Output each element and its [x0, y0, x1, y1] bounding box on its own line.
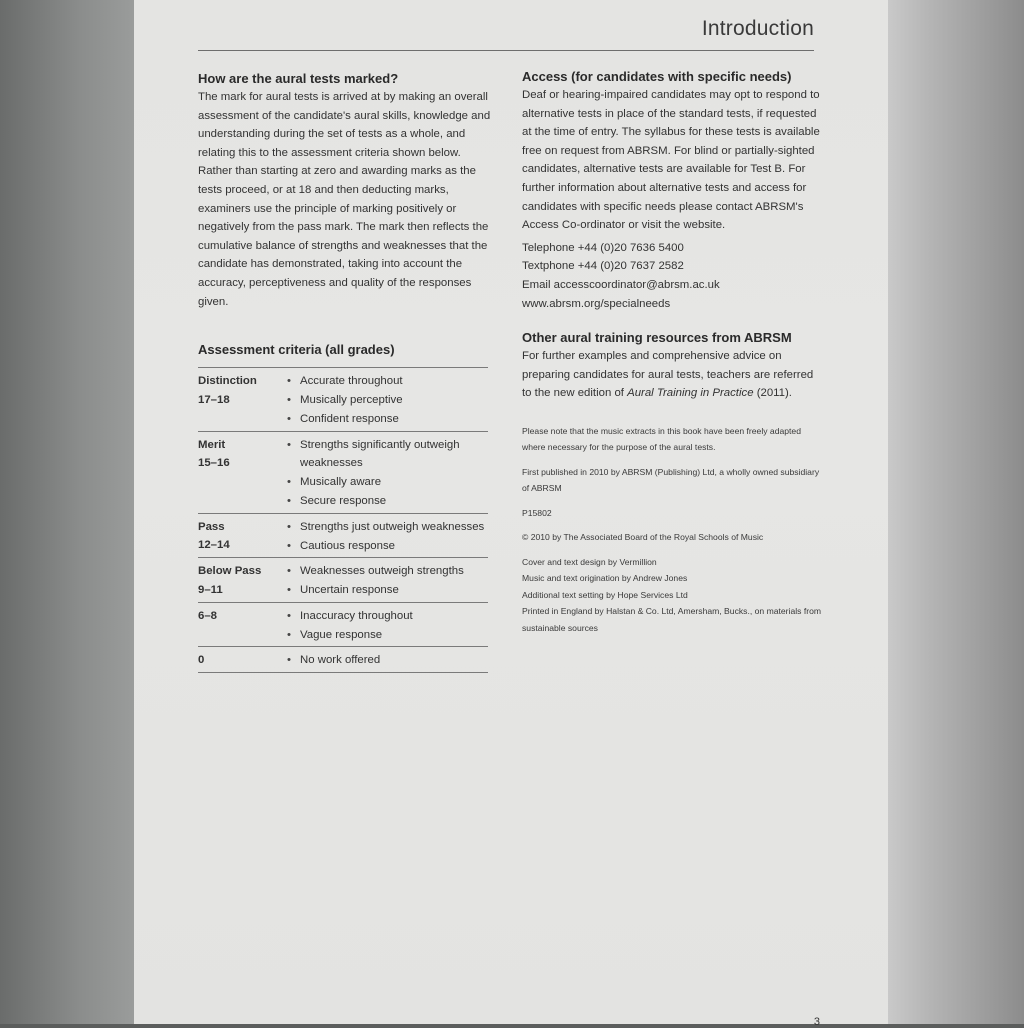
book-title: Aural Training in Practice: [627, 387, 754, 400]
criteria-grade: [198, 372, 284, 428]
criteria-item: • Vague response: [284, 626, 488, 645]
background-right: [888, 0, 1024, 1024]
criteria-row-distinction: [198, 368, 488, 431]
grade-range: 15–16: [198, 457, 230, 470]
criteria-item: • Uncertain response: [284, 581, 488, 600]
left-column: [198, 70, 494, 673]
header-rule: [198, 50, 814, 51]
credit-line: Additional text setting by Hope Services Ltd: [522, 589, 688, 600]
resources-text: For further examples and comprehensive advice on preparing candidates for aural tests, teachers are referred to the new edition of: [522, 350, 814, 400]
book-page: [134, 0, 888, 1028]
criteria-heading: Assessment criteria (all grades): [198, 342, 395, 358]
right-column: [522, 68, 822, 636]
email: Email accesscoordinator@abrsm.ac.uk: [522, 278, 720, 291]
criteria-table: [198, 367, 488, 673]
grade-range: 9–11: [198, 583, 223, 596]
criteria-items: [284, 518, 488, 556]
criteria-grade: [198, 518, 284, 556]
criteria-item: • Inaccuracy throughout: [284, 607, 488, 626]
website: www.abrsm.org/specialneeds: [522, 297, 671, 310]
grade-name: Below Pass: [198, 565, 262, 578]
criteria-item: • Musically perceptive: [284, 391, 488, 410]
page-number: 3: [813, 1016, 820, 1028]
criteria-items: [284, 562, 488, 600]
criteria-grade: [198, 651, 284, 670]
extracts-note: Please note that the music extracts in this book have been freely adapted where necessary for the purpose of the aural tests.: [522, 425, 801, 453]
access-body: Deaf or hearing-impaired candidates may opt to respond to alternative tests in place of the standard tests, if requested at the time of entry. The syllabus for these tests is available free on request from ABRSM. For blind or partially-sighted candidates, alternative tests are available for Test B. For further information about alternative tests and access for candidates with specific needs please contact ABRSM's Access Co-ordinator or visit the website.: [522, 89, 820, 232]
access-heading: Access (for candidates with specific needs): [522, 69, 792, 84]
criteria-row-merit: [198, 432, 488, 514]
marking-body: The mark for aural tests is arrived at by making an overall assessment of the candidate's aural skills, knowledge and understanding during the set of tests as a whole, and relating this to the assessment criteria shown below. Rather than starting at zero and awarding marks as the tests proceed, or at 18 and then deducting marks, examiners use the principle of marking positively or negatively from the pass mark. The mark then reflects the cumulative balance of strengths and weaknesses that the candidate has demonstrated, taking into account the accuracy, perceptiveness and quality of the responses given.: [198, 91, 491, 308]
credit-line: Printed in England by Halstan & Co. Ltd, Amersham, Bucks., on materials from sustainable sources: [522, 606, 822, 633]
criteria-item: • No work offered: [284, 651, 488, 670]
access-contact: [522, 239, 822, 313]
criteria-item: • Confident response: [284, 410, 488, 429]
imprint-notes: [522, 423, 822, 637]
grade-range: 12–14: [198, 539, 230, 552]
criteria-item: • Strengths significantly outweigh weaknesses: [284, 436, 488, 474]
criteria-item: • Musically aware: [284, 473, 488, 492]
copyright: © 2010 by The Associated Board of the Royal Schools of Music: [522, 532, 764, 543]
grade-name: 6–8: [198, 609, 218, 622]
grade-name: Distinction: [198, 375, 257, 388]
textphone: Textphone +44 (0)20 7637 2582: [522, 260, 684, 273]
criteria-item: • Accurate throughout: [284, 372, 488, 391]
publication-note: First published in 2010 by ABRSM (Publishing) Ltd, a wholly owned subsidiary of ABRSM: [522, 466, 820, 494]
criteria-grade: [198, 562, 284, 600]
criteria-row-pass: [198, 514, 488, 559]
grade-name: 0: [198, 654, 205, 667]
criteria-grade: [198, 607, 284, 645]
marking-heading: How are the aural tests marked?: [198, 71, 399, 86]
product-code: P15802: [522, 507, 552, 518]
credit-line: Music and text origination by Andrew Jones: [522, 573, 688, 584]
grade-name: Pass: [198, 520, 225, 533]
telephone: Telephone +44 (0)20 7636 5400: [522, 241, 684, 254]
resources-heading: Other aural training resources from ABRSM: [522, 330, 792, 346]
criteria-row-below-pass: [198, 558, 488, 603]
criteria-row-0: [198, 647, 488, 673]
criteria-item: • Cautious response: [284, 537, 488, 556]
criteria-items: [284, 651, 488, 670]
criteria-items: [284, 607, 488, 645]
background-left: [0, 0, 134, 1024]
credit-line: Cover and text design by Vermillion: [522, 556, 657, 567]
resources-section: [522, 329, 822, 403]
criteria-grade: [198, 436, 284, 511]
criteria-row-6-8: [198, 603, 488, 648]
page-title: Introduction: [701, 17, 814, 40]
resources-body: [522, 347, 822, 403]
grade-name: Merit: [198, 438, 226, 451]
criteria-item: • Strengths just outweigh weaknesses: [284, 518, 488, 537]
criteria-item: • Secure response: [284, 492, 488, 511]
resources-text-end: (2011).: [753, 387, 792, 400]
criteria-items: [284, 436, 488, 511]
criteria-item: • Weaknesses outweigh strengths: [284, 562, 488, 581]
grade-range: 17–18: [198, 393, 230, 406]
criteria-items: [284, 372, 488, 428]
